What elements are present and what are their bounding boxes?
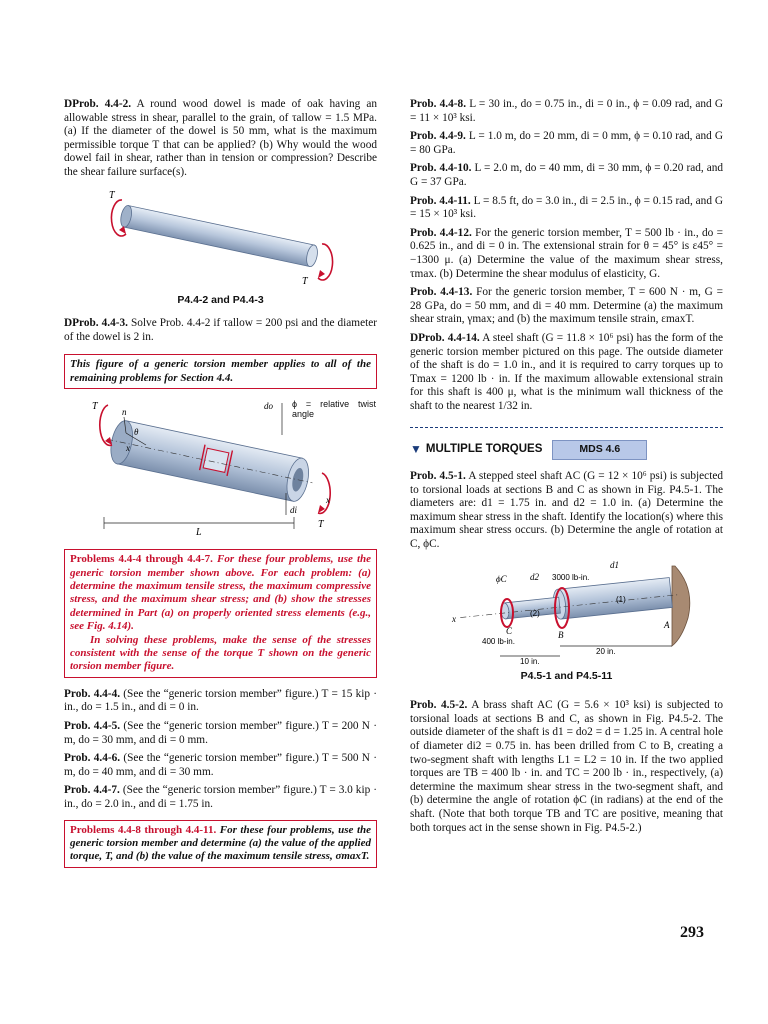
problems-4-4-8-to-4-4-11-box: Problems 4.4-8 through 4.4-11. For these four problems, use the generic torsion member and determine (a) the value of the applied torque, T, and (b) the value of the maximum tensile stress, σmaxT. xyxy=(64,820,377,868)
triangle-bullet-icon: ▼ xyxy=(410,442,422,457)
diameter-d2-label: d2 xyxy=(530,571,539,582)
x-axis-label-right: x xyxy=(326,495,330,506)
normal-label: n xyxy=(122,407,127,418)
generic-torsion-drawing xyxy=(64,395,377,543)
stepped-shaft-drawing xyxy=(410,558,723,666)
section-header-multiple-torques xyxy=(410,440,723,460)
inner-diameter-label: di xyxy=(290,505,298,516)
point-a-label: A xyxy=(664,619,670,630)
problem-4-4-5: Prob. 4.4-5. (See the “generic torsion member” figure.) T = 200 N · m, do = 30 mm, and di = 0 mm. xyxy=(64,720,377,746)
problem-4-4-8: Prob. 4.4-8. L = 30 in., do = 0.75 in., di = 0 in., ϕ = 0.09 rad, and G = 11 × 10³ ksi. xyxy=(410,98,723,124)
page-number: 293 xyxy=(680,924,704,941)
rotation-phic-label: ϕC xyxy=(496,573,507,584)
left-column xyxy=(64,98,377,874)
problem-4-4-13: Prob. 4.4-13. For the generic torsion member, T = 600 N · m, G = 28 GPa, do = 50 mm, and di = 40 mm. Determine (a) the maximum shear strain, γmax; and (b) the maximum tensile strain, εmaxT. xyxy=(410,286,724,326)
problem-4-4-14: DProb. 4.4-14. A steel shaft (G = 11.8 × 10⁶ psi) has the form of the generic torsion member pictured on this page. The outside diameter of the shaft is do = 1.0 in., and it is required to carry torques up to Tmax = 1200 lb · in. If the maximum allowable extensional strain for this shaft is 400 μ, what is the minimum wall thickness of the shaft to the nearest 1/32 in. xyxy=(410,331,723,412)
problem-4-4-2: DProb. 4.4-2. A round wood dowel is made of oak having an allowable stress in shear, parallel to the grain, of τallow = 1.5 MPa. (a) If the diameter of the dowel is 50 mm, what is the maximum permissible torque T that can be applied? (b) Why would the wood dowel fail in shear, rather than in tension or compression? Describe the shear failure surface(s). xyxy=(64,98,377,178)
point-b-label: B xyxy=(558,629,564,640)
figure-caption-p4-4-2: P4.4-2 and P4.4-3 xyxy=(177,293,264,306)
segment-2-label: (2) xyxy=(530,608,540,618)
outer-diameter-label: do xyxy=(264,401,273,412)
section-title: MULTIPLE TORQUES xyxy=(425,443,543,456)
dowel-drawing xyxy=(64,186,377,290)
point-c-label: C xyxy=(506,625,513,636)
problem-4-4-3: DProb. 4.4-3. Solve Prob. 4.4-2 if τallow = 200 psi and the diameter of the dowel is 2 in. xyxy=(64,317,378,343)
mds-badge: MDS 4.6 xyxy=(552,440,647,460)
torque-label-left: T xyxy=(92,401,98,413)
dowel-figure xyxy=(64,186,377,290)
generic-member-note-box: This figure of a generic torsion member applies to all of the remaining problems for Section 4.4. xyxy=(64,354,377,389)
problem-4-4-9: Prob. 4.4-9. L = 1.0 m, do = 20 mm, di = 0 mm, ϕ = 0.10 rad, and G = 80 GPa. xyxy=(410,130,723,156)
torque-label-right: T xyxy=(318,519,324,531)
problem-4-4-4: Prob. 4.4-4. (See the “generic torsion member” figure.) T = 15 kip · in., do = 1.5 in., and di = 0 in. xyxy=(64,687,378,714)
problem-4-4-10: Prob. 4.4-10. L = 2.0 m, do = 40 mm, di = 30 mm, ϕ = 0.20 rad, and G = 37 GPa. xyxy=(410,162,724,188)
segment-1-label: (1) xyxy=(616,594,626,604)
x-axis-label-left: x xyxy=(126,443,130,454)
dowel-torque-label-left: T xyxy=(109,189,115,201)
theta-label: θ xyxy=(134,427,139,438)
length-10-label: 10 in. xyxy=(520,656,540,666)
torque-3000-label: 3000 lb-in. xyxy=(552,572,590,582)
diameter-d1-label: d1 xyxy=(610,559,619,570)
torque-400-label: 400 lb-in. xyxy=(482,636,515,646)
dowel-torque-label-right: T xyxy=(302,275,308,287)
problem-4-4-12: Prob. 4.4-12. For the generic torsion member, T = 500 lb · in., do = 0.625 in., and di = 0 in. The extensional strain for θ = 45° is ε45° = −1300 μ. (a) Determine the value of the maximum shear stress, τmax. (b) Determine the shear modulus of elasticity, G. xyxy=(410,226,723,280)
figure-caption-p4-5-1: P4.5-1 and P4.5-11 xyxy=(520,669,613,682)
section-divider xyxy=(410,427,723,428)
problem-4-4-6: Prob. 4.4-6. (See the “generic torsion member” figure.) T = 500 N · m, do = 40 mm, and di = 30 mm. xyxy=(64,752,377,778)
right-column xyxy=(410,98,723,840)
stepped-shaft-figure xyxy=(410,558,723,666)
problem-4-5-2: Prob. 4.5-2. A brass shaft AC (G = 5.6 × 10³ ksi) is subjected to torsional loads at sections B and C, as shown in Fig. P4.5-2. The outside diameter of the shaft is d1 = do2 = d = 1.25 in. A central hole of diameter di2 = 0.75 in. has been drilled from C to B, creating a two-segment shaft with lengths L1 = L2 = 10 in. If the two applied torques are TB = 400 lb · in. and TC = 200 lb · in., respectively, (a) determine the maximum shear stress in the two-segment shaft, and (b) determine the angle of rotation ϕC (in radians) at the end of the shaft. (Note that both torque TB and TC are positive, meaning that both torques act in the sense shown in Fig. P4.5-2.) xyxy=(410,699,723,834)
problem-4-4-7: Prob. 4.4-7. (See the “generic torsion member” figure.) T = 3.0 kip · in., do = 2.0 in., and di = 1.75 in. xyxy=(64,784,377,810)
shaft-x-axis-label: x xyxy=(452,613,456,624)
problem-4-4-11: Prob. 4.4-11. L = 8.5 ft, do = 3.0 in., di = 2.5 in., ϕ = 0.15 rad, and G = 15 × 10³ ksi. xyxy=(410,194,724,221)
problem-4-5-1: Prob. 4.5-1. A stepped steel shaft AC (G = 12 × 10⁶ psi) is subjected to torsional loads at sections B and C as shown in Fig. P4.5-1. The diameters are: d1 = 1.75 in. and d2 = 1.0 in. (a) Determine the maximum shear stress in the shaft. Identify the location(s) where this maximum shear stress occurs. (b) Determine the angle of rotation at C, ϕC. xyxy=(410,470,723,551)
length-label: L xyxy=(196,527,202,539)
twist-angle-label: ϕ = relative twist angle xyxy=(292,399,376,420)
problems-4-4-4-to-4-4-7-box: Problems 4.4-4 through 4.4-7. For these four problems, use the generic torsion member shown above. For each problem: (a) determine the maximum tensile stress, the maximum compressive stress, and the maximum shear stress; and (b) show the stresses determined in Part (a) on properly oriented stress elements (e.g., see Fig. 4.14). In solving these problems, make the sense of the stresses consistent with the sense of the torque T shown on the generic torsion member figure. xyxy=(64,549,377,678)
length-20-label: 20 in. xyxy=(596,646,616,656)
generic-torsion-member-figure xyxy=(64,395,377,543)
